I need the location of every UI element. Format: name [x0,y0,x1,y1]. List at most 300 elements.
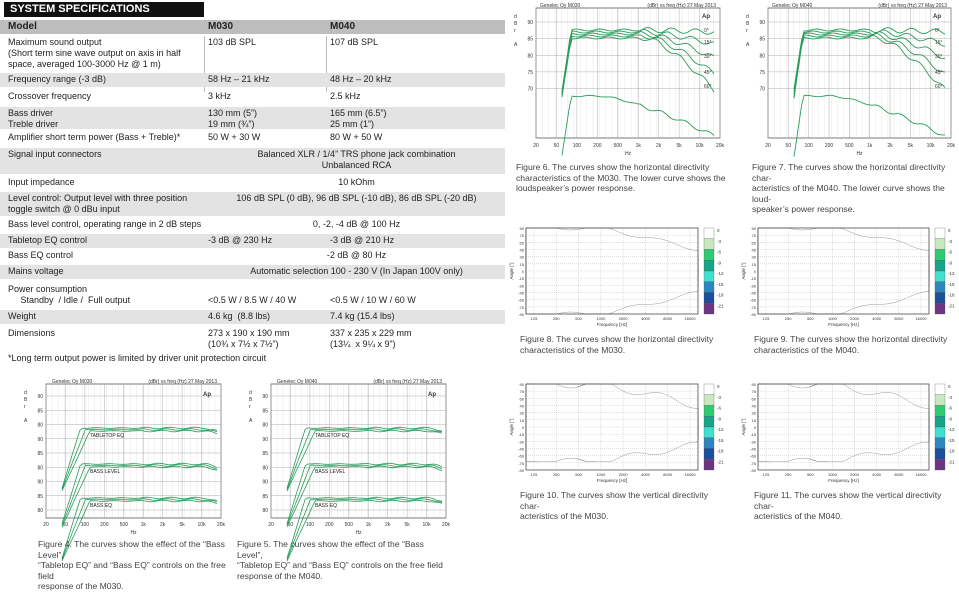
fig7-plot [740,0,959,160]
y-axis-title-char: d [746,14,749,20]
ap-label: Ap [203,392,211,398]
spec-label-line: Bass level control, operating range in 2 dB steps [8,219,202,229]
x-tick-label: 10k [695,143,704,149]
scale-swatch [935,260,945,271]
x-tick-label: 2k [160,522,166,528]
spec-label-line: Bass driver [8,108,54,118]
scale-swatch [704,384,714,395]
scale-swatch [704,395,714,406]
y-tick-label: 85 [37,408,43,415]
fig10-caption [520,490,728,522]
spec-label [8,132,180,143]
x-tick-label: 16000 [915,316,927,321]
y-tick-label: 60 [519,396,524,402]
y-tick-label: 45 [751,247,756,253]
spec-value-m030: -3 dB @ 230 Hz [208,235,273,245]
spec-value-m040: 7.4 kg (15.4 lbs) [330,311,395,321]
x-tick-label: 20k [441,522,451,528]
spec-label [8,328,55,339]
y-tick-label: 75 [527,69,533,76]
scale-label: -9 [717,260,722,266]
y-tick-label: 30 [751,254,756,260]
y-tick-label: 90 [262,394,268,400]
x-tick-label: 20k [946,143,956,149]
scale-label: 0 [717,228,720,233]
y-tick-label: -45 [518,446,524,452]
caption-line: response of the M030. [38,581,124,591]
scale-swatch [935,282,945,293]
x-tick-label: 10k [197,522,206,528]
spec-row [0,249,505,263]
scale-label: -15 [717,437,724,443]
y-tick-label: 75 [751,389,756,395]
caption-line: Figure 8. The curves show the horizontal directivity [520,334,714,344]
x-axis-title: Frequency [Hz] [596,478,628,483]
scale-label: -12 [717,271,724,276]
x-tick-label: 200 [824,143,834,149]
x-tick-label: 20 [765,143,771,149]
y-tick-label: 90 [751,382,756,387]
y-axis-title-char: r [514,28,516,34]
scale-label: -18 [717,448,724,454]
spec-row [0,327,505,349]
y-tick-label: 60 [751,240,756,246]
y-tick-label: 30 [751,410,756,416]
spec-row [0,90,505,104]
scale-label: -6 [948,405,953,411]
y-tick-label: 15 [751,417,756,423]
y-axis-title: Angle [°] [741,262,746,280]
y-tick-label: -45 [750,290,756,296]
spec-label [8,250,73,261]
scale-swatch [704,250,714,261]
y-axis-title: Angle [°] [741,418,746,436]
spec-label-line: Mains voltage [8,266,64,276]
scale-label: -18 [717,292,724,298]
y-tick-label: 0 [521,269,524,274]
spec-value-m040: 337 x 235 x 229 mm (13¼ x 9¼ x 9”) [330,328,412,349]
spec-value-m040: 107 dB SPL [330,37,379,47]
scale-swatch [704,282,714,293]
x-tick-label: 50 [287,522,294,528]
y-tick-label: 15 [519,417,524,423]
y-tick-label: 80 [759,53,765,60]
x-tick-label: 125 [762,472,770,477]
x-tick-label: 500 [119,522,128,528]
spec-value-m030: 58 Hz – 21 kHz [208,74,270,84]
y-tick-label: 60 [751,396,756,402]
angle-label: 30° [704,54,712,60]
scale-label: -21 [948,303,955,309]
x-tick-label: 1000 [596,472,606,477]
spec-value-m030: 103 dB SPL [208,37,257,47]
scale-swatch [704,449,714,460]
control-label: BASS EQ [90,503,112,509]
spec-value-m030: 273 x 190 x 190 mm (10¾ x 7½ x 7½”) [208,328,290,349]
y-tick-label: 80 [37,465,43,472]
scale-swatch [935,250,945,261]
x-tick-label: 2k [385,522,391,528]
spec-value-m030: 50 W + 30 W [208,132,261,142]
spec-value-m040: -3 dB @ 210 Hz [330,235,395,245]
y-tick-label: 90 [37,394,43,400]
x-tick-label: 200 [325,522,334,528]
x-tick-label: 10k [926,143,935,149]
scale-label: -6 [717,249,722,255]
x-unit-label: Hz [856,151,863,157]
x-tick-label: 2000 [618,316,628,321]
caption-line: Figure 9. The curves show the horizontal directivity [754,334,948,344]
scale-label: -21 [717,459,724,465]
figure-7 [740,0,959,214]
x-tick-label: 1k [365,522,371,528]
angle-label: 60° [704,84,712,90]
scale-label: -3 [717,394,722,400]
section-title: SYSTEM SPECIFICATIONS [4,2,204,17]
scale-swatch [704,416,714,427]
x-tick-label: 16000 [684,472,696,477]
x-tick-label: 2000 [850,472,860,477]
spec-row [0,73,505,87]
x-tick-label: 2k [887,143,893,149]
y-tick-label: -30 [750,439,756,445]
y-tick-label: 80 [262,422,268,429]
spec-label [8,108,58,130]
spec-row [0,107,505,129]
header-model: Model [8,21,37,32]
angle-label: 15° [935,40,943,46]
x-tick-label: 1k [635,143,641,149]
spec-label-line: Crossover frequency [8,91,92,101]
y-tick-label: 85 [262,408,268,415]
scale-label: 0 [948,384,951,389]
scale-label: -18 [948,448,955,454]
y-tick-label: -15 [750,432,756,438]
caption-line: Figure 11. The curves show the vertical directivity char- [754,490,942,511]
y-tick-label: 45 [519,247,524,253]
spec-table [0,0,505,368]
spec-value-m040: 2.5 kHz [330,91,361,101]
spec-label-line: (Short term sine wave output on axis in half [8,48,181,58]
y-tick-label: -30 [750,283,756,289]
caption-line: Figure 5. The curves show the effect of the “Bass Level”, [237,539,424,560]
y-tick-label: 15 [751,261,756,267]
y-tick-label: 85 [37,493,43,500]
y-tick-label: 15 [519,261,524,267]
spec-row [0,176,505,190]
caption-line: characteristics of the M030. [520,344,626,355]
plot-header-right: (dBr) vs freq (Hz) 27 May 2013 [647,3,716,9]
figure-6 [508,0,728,200]
caption-line: “Tabletop EQ” and “Bass EQ” controls on the free field [38,560,226,581]
caption-line: acteristics of the M030. [520,511,609,521]
y-tick-label: -75 [750,304,756,310]
y-tick-label: 90 [527,20,533,26]
scale-label: 0 [717,384,720,389]
spec-label [8,193,187,215]
spec-value-m040: 48 Hz – 20 kHz [330,74,392,84]
x-tick-label: 8000 [663,472,673,477]
spec-label-line: Maximum sound output [8,37,102,47]
spec-row [0,265,505,279]
spec-label [8,266,64,277]
plot-header-right: (dBr) vs freq (Hz) 27 May 2013 [373,379,442,385]
angle-label: 30° [935,54,943,60]
scale-swatch [935,303,945,314]
spec-row [0,192,505,216]
spec-row [0,131,505,145]
fig7-caption [752,162,957,215]
x-tick-label: 20 [268,522,274,528]
caption-line: Figure 10. The curves show the vertical directivity char- [520,490,709,511]
scale-swatch [704,260,714,271]
y-tick-label: -60 [750,453,756,459]
spec-label [8,74,106,85]
y-tick-label: 85 [527,36,533,43]
control-label: TABLETOP EQ [315,433,350,439]
spec-value-both: Automatic selection 100 - 230 V (In Japan 100V only) [250,266,463,276]
x-tick-label: 20 [533,143,539,149]
scale-swatch [935,416,945,427]
scale-label: -3 [948,238,953,244]
x-tick-label: 125 [762,316,770,321]
plot-frame [768,8,951,138]
ap-label: Ap [933,14,941,20]
y-tick-label: 30 [519,410,524,416]
spec-label [8,91,91,102]
spec-value-m030: 4.6 kg (8.8 lbs) [208,311,271,321]
y-tick-label: 90 [759,20,765,26]
x-tick-label: 250 [784,472,792,477]
heatmap-band [758,384,929,461]
table-header [0,20,505,34]
scale-swatch [935,406,945,417]
y-tick-label: 90 [262,436,268,443]
y-tick-label: 80 [37,422,43,429]
x-tick-label: 125 [530,472,538,477]
y-tick-label: 70 [759,86,765,93]
scale-swatch [935,239,945,250]
caption-line: speaker’s power response. [752,204,855,214]
scale-swatch [704,303,714,314]
scale-label: -15 [948,281,955,287]
scale-label: -3 [717,238,722,244]
x-tick-label: 100 [572,143,582,149]
spec-label [8,235,87,246]
fig4-plot [20,376,225,536]
spec-label [8,311,36,322]
angle-label: 0° [704,28,709,34]
y-axis-title-char: r [249,404,251,410]
x-tick-label: 1000 [827,316,837,321]
y-tick-label: 30 [519,254,524,260]
y-axis-title-char: B [249,397,253,403]
y-tick-label: 60 [519,240,524,246]
fig8-plot [508,222,728,330]
fig9-caption [754,334,959,355]
spec-label-line: Input impedance [8,177,75,187]
spec-row [0,310,505,324]
x-tick-label: 4000 [872,472,882,477]
x-tick-label: 20k [715,143,725,149]
spec-row [0,36,505,70]
scale-label: -15 [948,437,955,443]
control-label: BASS LEVEL [315,469,346,475]
y-tick-label: 85 [262,493,268,500]
scale-label: -21 [717,303,724,309]
y-tick-label: -30 [518,283,524,289]
x-axis-title: Frequency [Hz] [828,478,859,483]
spec-row [0,218,505,232]
y-tick-label: 80 [262,508,268,514]
scale-swatch [704,239,714,250]
x-tick-label: 20 [43,522,49,528]
scale-label: -9 [717,416,722,422]
x-tick-label: 5k [907,143,913,149]
scale-swatch [704,459,714,470]
spec-label [8,284,130,306]
fig10-plot [508,378,728,486]
caption-line: acteristics of the M040. [754,511,843,521]
y-tick-label: 80 [37,508,43,514]
spec-value-m030: 130 mm (5”) 19 mm (¾”) [208,108,258,129]
spec-label-line: Dimensions [8,328,56,338]
x-tick-label: 20k [216,522,226,528]
spec-label-line: Signal input connectors [8,149,102,159]
spec-value-both: 106 dB SPL (0 dB), 96 dB SPL (-10 dB), 86 dB SPL (-20 dB) [236,193,477,203]
fig11-caption [754,490,959,522]
figure-11 [740,378,959,521]
y-axis-title: Angle [°] [509,418,514,436]
y-axis-title-char: d [249,390,252,396]
angle-label: 60° [935,84,943,90]
x-tick-label: 100 [80,522,90,528]
spec-label [8,219,201,230]
x-unit-label: Hz [130,530,137,536]
x-tick-label: 250 [552,472,560,477]
plot-header-right: (dBr) vs freq (Hz) 27 May 2013 [148,379,217,385]
y-tick-label: 85 [759,36,765,43]
caption-line: characteristics of the M030. The lower curve shows the [516,172,726,183]
footnote: *Long term output power is limited by driver unit protection circuit [8,353,267,363]
y-tick-label: -75 [518,304,524,310]
scale-swatch [935,427,945,438]
y-tick-label: 75 [519,389,524,395]
x-tick-label: 50 [553,143,560,149]
y-tick-label: -90 [518,468,524,473]
fig11-plot [740,378,959,486]
caption-line: Figure 4. The curves show the effect of the “Bass Level”, [38,539,225,560]
scale-label: -3 [948,394,953,400]
fig4-caption [38,539,228,592]
x-tick-label: 100 [305,522,315,528]
scale-swatch [935,293,945,304]
plot-header-left: Genelec Oy M040 [277,379,318,385]
x-tick-label: 16000 [684,316,696,321]
fig8-caption [520,334,725,355]
fig5-caption [237,539,449,581]
y-axis-title-char: B [24,397,28,403]
x-tick-label: 50 [62,522,69,528]
x-tick-label: 5k [676,143,682,149]
caption-line: characteristics of the M040. [754,344,860,355]
spec-value-both: -2 dB @ 80 Hz [326,250,387,260]
scale-swatch [935,449,945,460]
scale-label: -12 [717,427,724,432]
scale-swatch [935,438,945,449]
header-m040: M040 [330,21,356,32]
y-tick-label: 90 [519,382,524,387]
fig9-plot [740,222,959,330]
spec-value-m030: <0.5 W / 8.5 W / 40 W [208,295,297,305]
x-tick-label: 4000 [640,316,650,321]
y-tick-label: -45 [750,446,756,452]
scale-label: -21 [948,459,955,465]
control-label: BASS EQ [315,503,337,509]
x-tick-label: 5k [404,522,410,528]
x-tick-label: 5k [179,522,185,528]
x-tick-label: 125 [530,316,538,321]
spec-label-line: Amplifier short term power (Bass + Treble)* [8,132,181,142]
plot-header-right: (dBr) vs freq (Hz) 27 May 2013 [878,3,947,9]
figure-9 [740,222,959,362]
y-tick-label: -60 [518,453,524,459]
x-tick-label: 4000 [872,316,882,321]
x-tick-label: 8000 [894,472,904,477]
heatmap-band [758,228,929,314]
plot-header-left: Genelec Oy M040 [772,3,813,9]
y-tick-label: 90 [37,479,43,486]
fig5-plot [245,376,450,536]
x-tick-label: 250 [784,316,792,321]
figure-10 [508,378,728,521]
y-axis-title-char: r [24,404,26,410]
scale-swatch [935,228,945,239]
caption-line: Figure 6. The curves show the horizontal directivity [516,162,710,172]
y-tick-label: -15 [518,432,524,438]
y-tick-label: -30 [518,439,524,445]
y-tick-label: 90 [519,226,524,231]
y-axis-title: Angle [°] [509,262,514,280]
control-label: TABLETOP EQ [90,433,125,439]
y-tick-label: 45 [751,403,756,409]
x-tick-label: 8000 [663,316,673,321]
x-tick-label: 500 [575,472,582,477]
y-tick-label: 80 [527,53,533,60]
y-tick-label: 70 [527,86,533,93]
y-tick-label: 90 [751,226,756,231]
y-axis-title-char: A [249,418,253,424]
scale-swatch [935,384,945,395]
x-tick-label: 1k [867,143,873,149]
spec-value-both: Balanced XLR / 1/4” TRS phone jack combination Unbalanced RCA [257,149,456,170]
x-tick-label: 500 [845,143,854,149]
x-tick-label: 16000 [915,472,927,477]
scale-label: -18 [948,292,955,298]
spec-row [0,283,505,307]
angle-label: 15° [704,40,712,46]
spec-label-line: Power consumption [8,284,88,294]
scale-swatch [935,271,945,282]
scale-label: -6 [948,249,953,255]
x-tick-label: 2k [656,143,662,149]
y-axis-title-char: B [746,21,750,27]
y-tick-label: -15 [750,276,756,282]
scale-swatch [704,438,714,449]
x-tick-label: 1000 [827,472,837,477]
spec-value-both: 10 kOhm [338,177,375,187]
x-tick-label: 500 [575,316,582,321]
